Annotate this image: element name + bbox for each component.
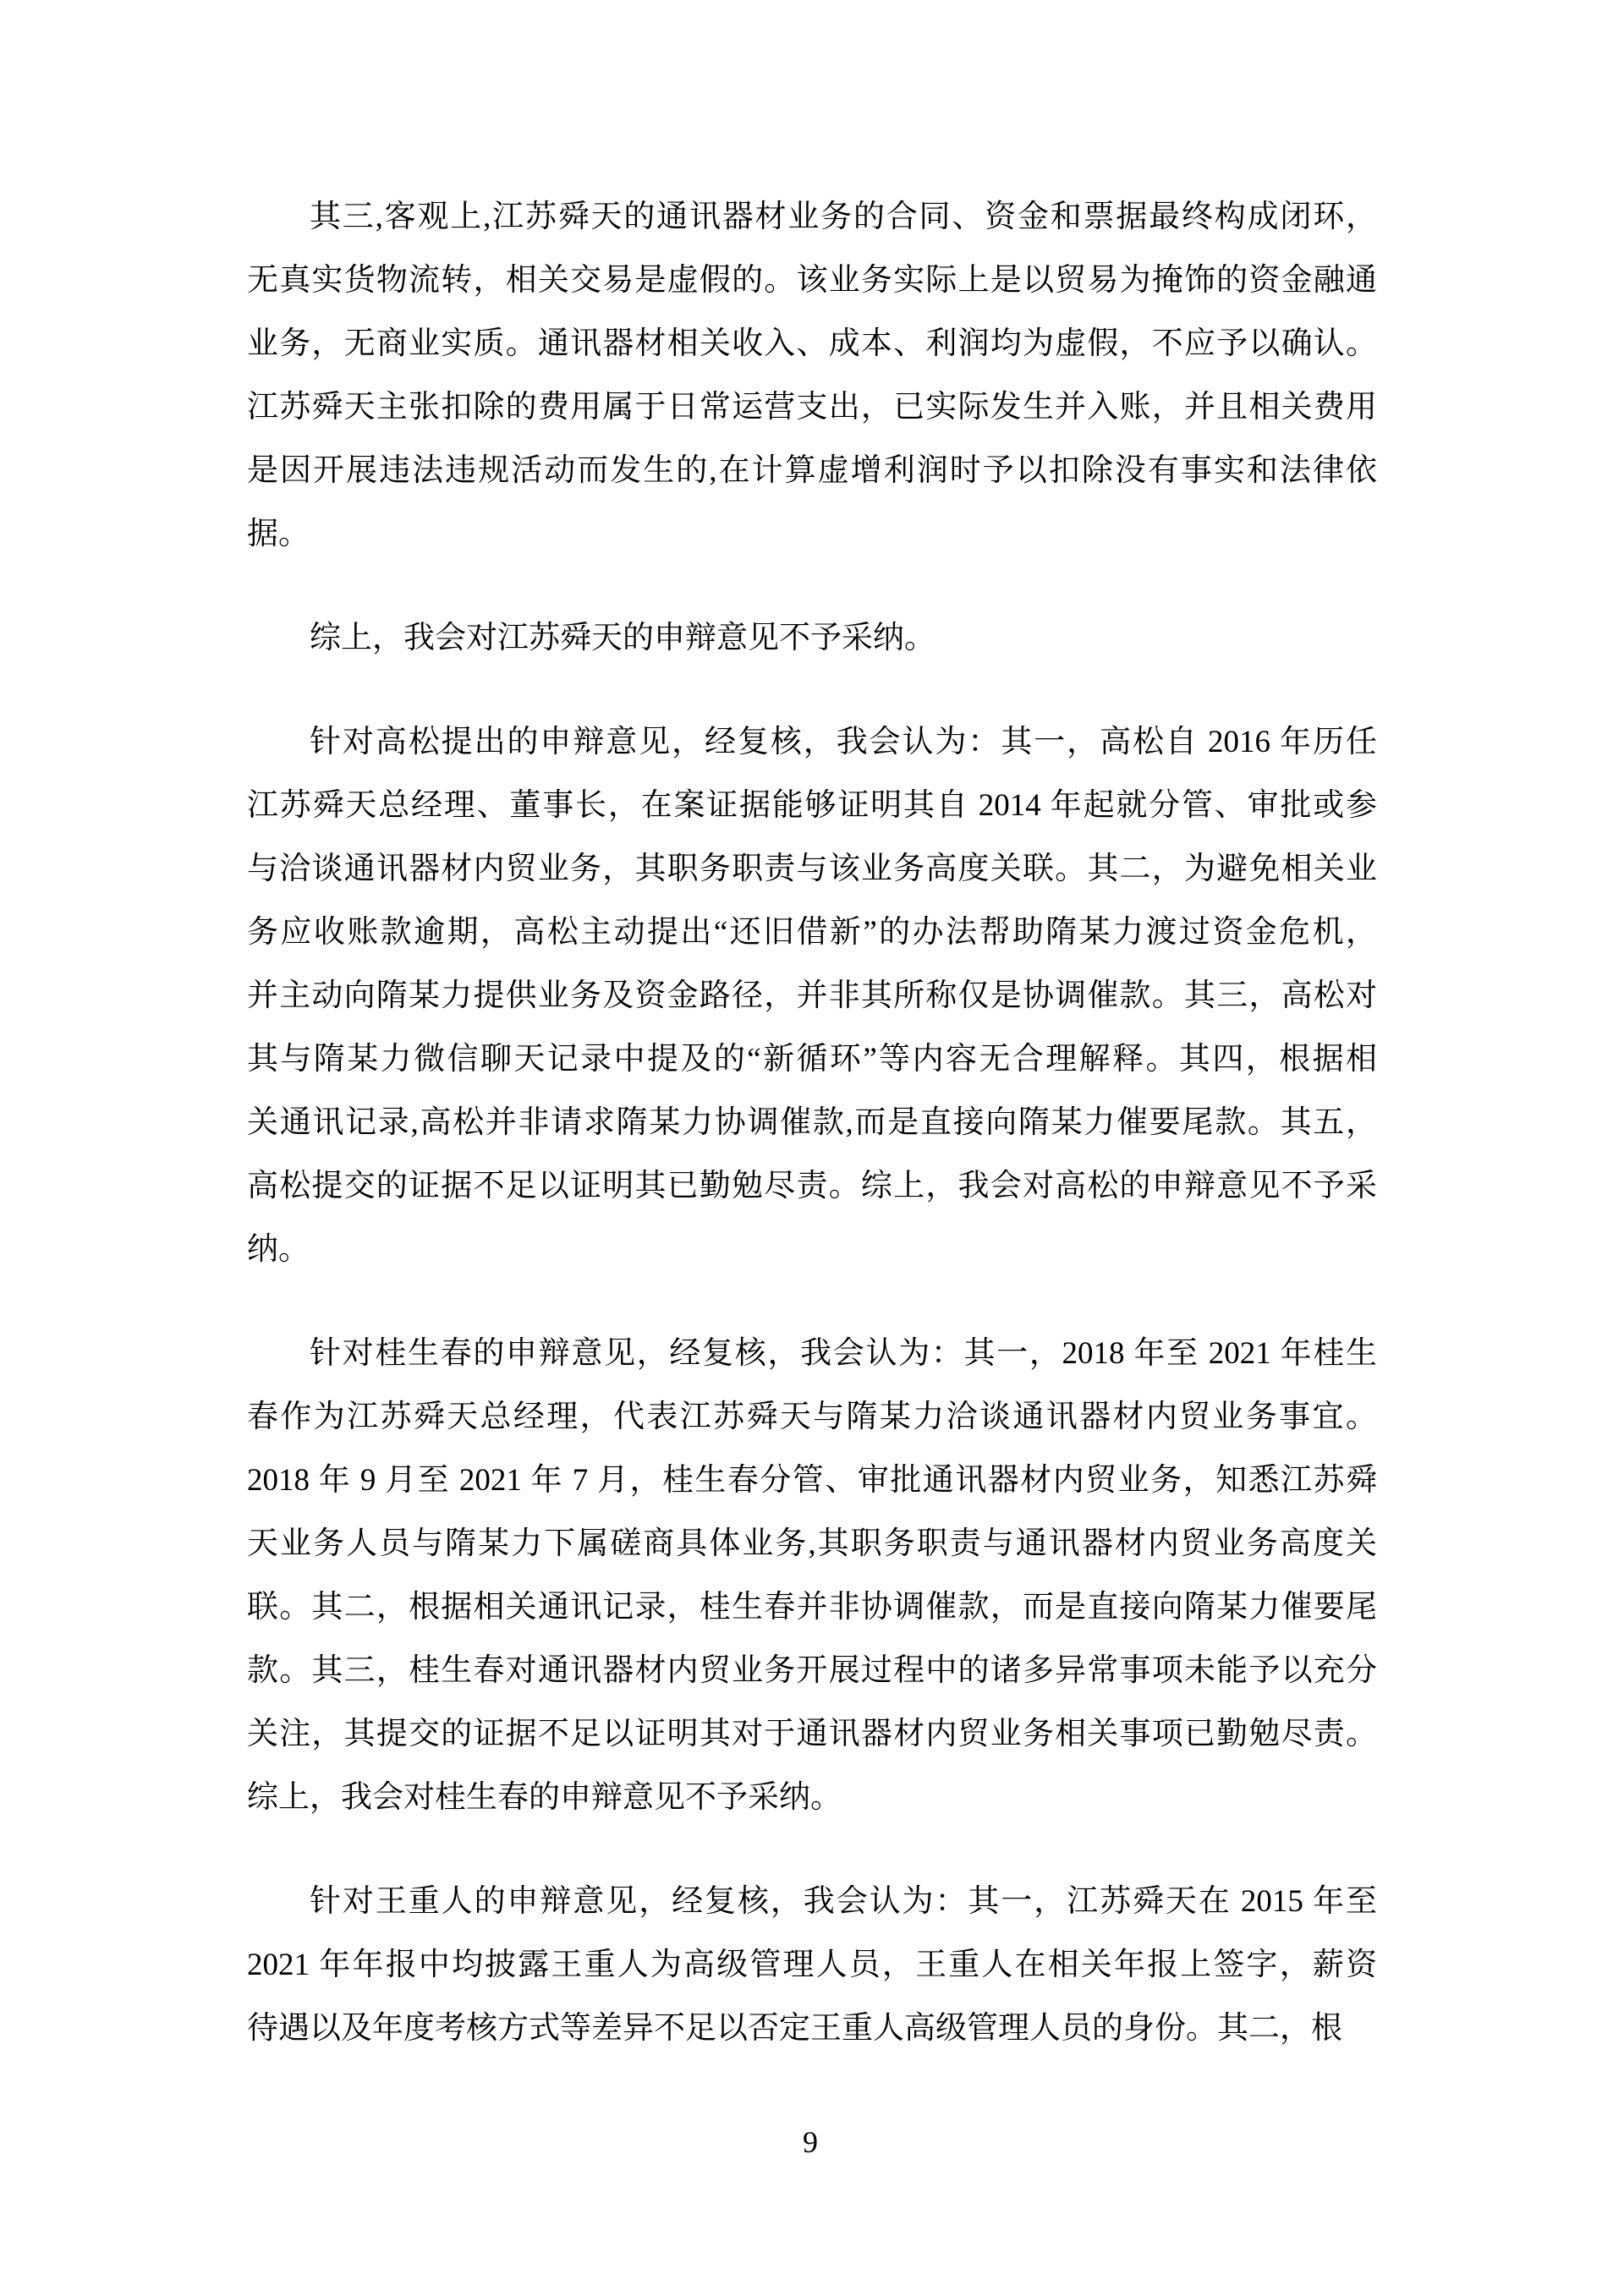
paragraph bbox=[247, 185, 1377, 566]
text-line: 综上，我会对江苏舜天的申辩意见不予采纳。 bbox=[310, 621, 935, 655]
text-line: 无真实货物流转，相关交易是虚假的。该业务实际上是以贸易为掩饰的资金融通 bbox=[247, 263, 1377, 298]
text-line: 针对桂生春的申辩意见，经复核，我会认为：其一，2018 年至 2021 年桂生 bbox=[310, 1336, 1377, 1371]
text-line: 2018 年 9 月至 2021 年 7 月，桂生春分管、审批通讯器材内贸业务，知悉江苏舜 bbox=[247, 1463, 1377, 1498]
text-line: 业务，无商业实质。通讯器材相关收入、成本、利润均为虚假，不应予以确认。 bbox=[247, 326, 1377, 361]
text-line: 江苏舜天总经理、董事长，在案证据能够证明其自 2014 年起就分管、审批或参 bbox=[247, 788, 1377, 823]
text-line: 天业务人员与隋某力下属磋商具体业务,其职务职责与通讯器材内贸业务高度关 bbox=[247, 1526, 1377, 1561]
paragraph bbox=[247, 710, 1377, 1281]
text-line: 其三,客观上,江苏舜天的通讯器材业务的合同、资金和票据最终构成闭环， bbox=[310, 200, 1377, 234]
text-line: 关注，其提交的证据不足以证明其对于通讯器材内贸业务相关事项已勤勉尽责。 bbox=[247, 1717, 1377, 1751]
paragraph bbox=[247, 1870, 1377, 2060]
text-line: 2021 年年报中均披露王重人为高级管理人员，王重人在相关年报上签字，薪资 bbox=[247, 1948, 1377, 1982]
text-line: 其与隋某力微信聊天记录中提及的“新循环”等内容无合理解释。其四，根据相 bbox=[247, 1042, 1377, 1077]
text-line: 针对王重人的申辩意见，经复核，我会认为：其一，江苏舜天在 2015 年至 bbox=[310, 1884, 1377, 1919]
page-number: 9 bbox=[803, 2125, 818, 2159]
text-line: 综上，我会对桂生春的申辩意见不予采纳。 bbox=[247, 1780, 842, 1815]
text-line: 关通讯记录,高松并非请求隋某力协调催款,而是直接向隋某力催要尾款。其五， bbox=[247, 1105, 1377, 1140]
paragraph bbox=[247, 1322, 1377, 1829]
text-line: 款。其三，桂生春对通讯器材内贸业务开展过程中的诸多异常事项未能予以充分 bbox=[247, 1653, 1377, 1688]
text-line: 春作为江苏舜天总经理，代表江苏舜天与隋某力洽谈通讯器材内贸业务事宜。 bbox=[247, 1400, 1377, 1434]
text-line: 江苏舜天主张扣除的费用属于日常运营支出，已实际发生并入账，并且相关费用 bbox=[247, 390, 1377, 425]
text-line: 务应收账款逾期，高松主动提出“还旧借新”的办法帮助隋某力渡过资金危机， bbox=[247, 915, 1377, 950]
text-line: 纳。 bbox=[247, 1232, 310, 1267]
text-line: 高松提交的证据不足以证明其已勤勉尽责。综上，我会对高松的申辩意见不予采 bbox=[247, 1169, 1377, 1203]
text-line: 并主动向隋某力提供业务及资金路径，并非其所称仅是协调催款。其三，高松对 bbox=[247, 978, 1377, 1013]
document-body bbox=[247, 185, 1377, 2060]
text-line: 与洽谈通讯器材内贸业务，其职务职责与该业务高度关联。其二，为避免相关业 bbox=[247, 852, 1377, 886]
paragraph bbox=[247, 606, 1377, 670]
text-line: 针对高松提出的申辩意见，经复核，我会认为：其一，高松自 2016 年历任 bbox=[310, 725, 1377, 759]
text-line: 据。 bbox=[247, 517, 310, 551]
text-line: 待遇以及年度考核方式等差异不足以否定王重人高级管理人员的身份。其二，根 bbox=[247, 2011, 1342, 2046]
text-line: 联。其二，根据相关通讯记录，桂生春并非协调催款，而是直接向隋某力催要尾 bbox=[247, 1590, 1377, 1625]
text-line: 是因开展违法违规活动而发生的,在计算虚增利润时予以扣除没有事实和法律依 bbox=[247, 453, 1377, 488]
